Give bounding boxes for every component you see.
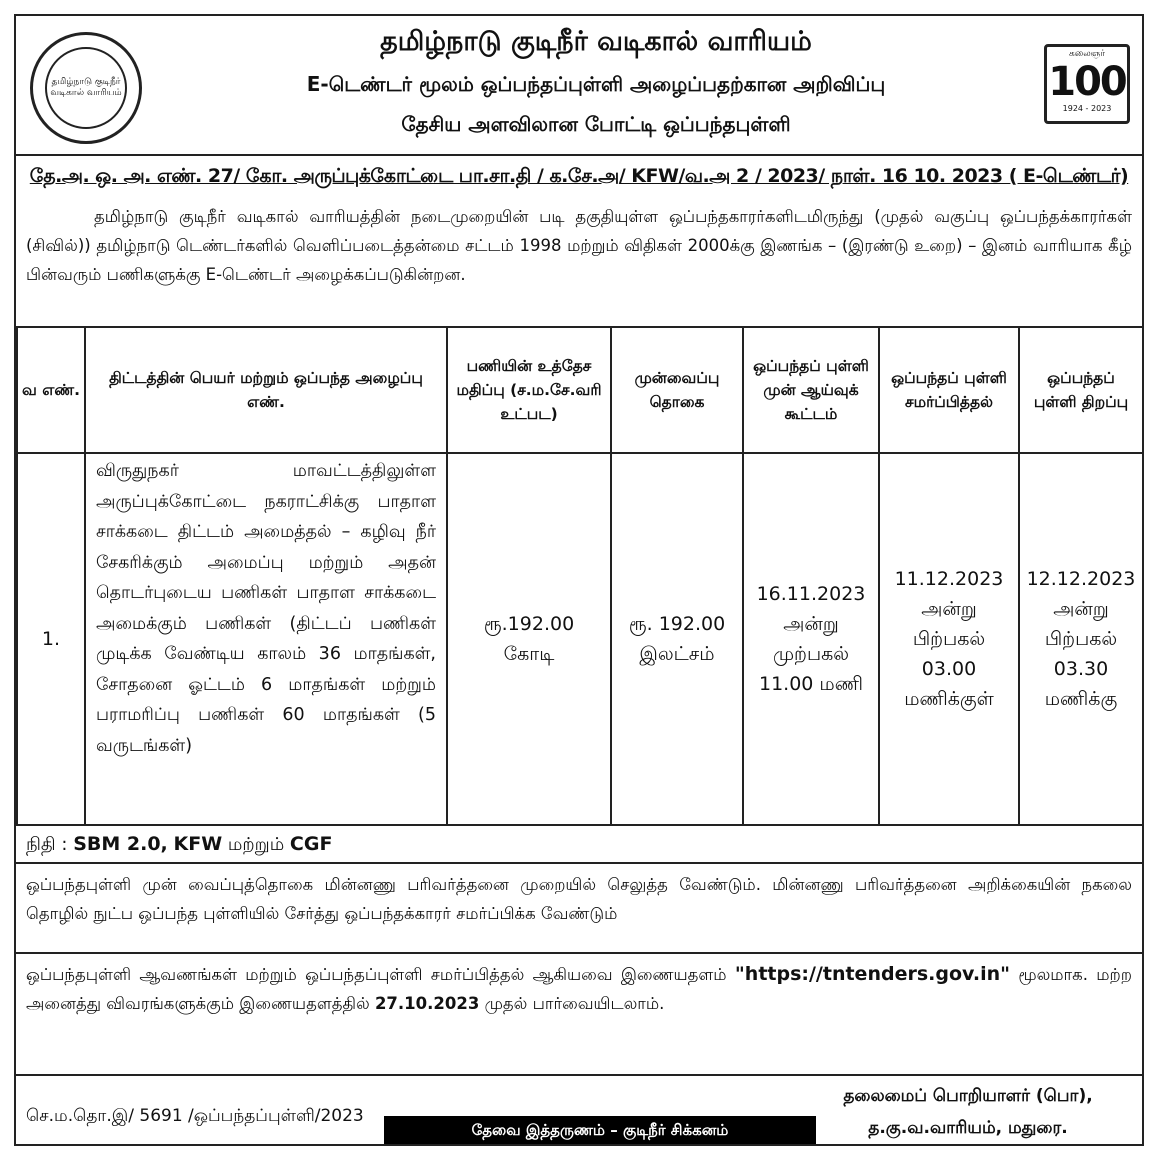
footer-reference: செ.ம.தொ.இ/ 5691 /ஒப்பந்தப்புள்ளி/2023 xyxy=(26,1106,364,1126)
fund-cgf: CGF xyxy=(289,833,333,855)
submit-time: 03.00 xyxy=(921,658,977,680)
para2-part2: மூலமாக. மற்ற அனைத்து விவரங்களுக்கும் இணையதளத்தில் xyxy=(26,965,1133,1013)
divider-2 xyxy=(16,1074,1142,1076)
col-sno: வ எண். xyxy=(17,327,85,453)
signatory-title: தலைமைப் பொறியாளர் (பொ), xyxy=(843,1086,1093,1106)
cell-project-desc: விருதுநகர் மாவட்டத்திலுள்ள அருப்புக்கோட்டை நகராட்சிக்கு பாதாள சாக்கடை திட்டம் அமைத்தல் – கழிவு நீர் சேகரிக்கும் அமைப்பு மற்றும் அதன் தொடர்புடைய பணிகள் பாதாள சாக்கடை அமைக்கும் பணிகள் (திட்டப் பணிகள் முடிக்க வேண்டிய காலம் 36 மாதங்கள், சோதனை ஓட்டம் 6 மாதங்கள் மற்றும் பராமரிப்பு பணிகள் 60 மாதங்கள் (5 வருடங்கள்) xyxy=(85,453,447,825)
value-unit: கோடி xyxy=(503,643,555,665)
seal-inner: தமிழ்நாடு குடிநீர் வடிகால் வாரியம் xyxy=(45,47,127,129)
board-title: தமிழ்நாடு குடிநீர் வடிகால் வாரியம் xyxy=(380,26,812,57)
value-amount: ரூ.192.00 xyxy=(483,613,575,635)
signatory-office: த.கு.வ.வாரியம், மதுரை. xyxy=(868,1118,1068,1138)
tenders-url[interactable]: "https://tntenders.gov.in" xyxy=(734,963,1011,985)
prebid-date: 16.11.2023 xyxy=(756,583,866,605)
para2-part3: முதல் பார்வையிடலாம். xyxy=(484,994,665,1013)
cell-value xyxy=(447,453,611,825)
tender-notice xyxy=(14,14,1144,1146)
col-prebid: ஒப்பந்தப் புள்ளி முன் ஆய்வுக் கூட்டம் xyxy=(743,327,879,453)
submit-on: அன்று xyxy=(921,598,977,620)
notice-subtitle-2: தேசிய அளவிலான போட்டி ஒப்பந்தபுள்ளி xyxy=(401,112,791,136)
divider-1 xyxy=(16,952,1142,954)
open-on: அன்று xyxy=(1053,598,1109,620)
tender-documents-paragraph xyxy=(26,960,1132,1018)
open-time: 03.30 xyxy=(1053,658,1109,680)
kalaignar-100-logo xyxy=(1044,44,1130,124)
signatory xyxy=(808,1080,1128,1144)
intro-paragraph: தமிழ்நாடு குடிநீர் வடிகால் வாரியத்தின் நடைமுறையின் படி தகுதியுள்ள ஒப்பந்தகாரர்களிடமிருந்து (முதல் வகுப்பு ஒப்பந்தக்காரர்கள் (சிவில்)) தமிழ்நாடு டெண்டர்களில் வெளிப்படைத்தன்மை சட்டம் 1998 மற்றும் விதிகள் 2000க்கு இணங்க – (இரண்டு உறை) – இனம் வாரியாக கீழ் பின்வரும் பணிகளுக்கு E-டெண்டர் அழைக்கப்படுகின்றன. xyxy=(26,207,1132,284)
cell-prebid xyxy=(743,453,879,825)
prebid-on: அன்று xyxy=(783,613,839,635)
col-project-name: திட்டத்தின் பெயர் மற்றும் ஒப்பந்த அழைப்பு எண். xyxy=(85,327,447,453)
water-saving-tagline: தேவை இத்தருணம் – குடிநீர் சிக்கனம் xyxy=(384,1116,816,1144)
notice-subtitle: E-டெண்டர் மூலம் ஒப்பந்தப்புள்ளி அழைப்பதற்கான அறிவிப்பு xyxy=(306,72,886,96)
fund-line xyxy=(16,824,1142,864)
col-submission: ஒப்பந்தப் புள்ளி சமர்ப்பித்தல் xyxy=(879,327,1019,453)
cell-submission xyxy=(879,453,1019,825)
cell-emd xyxy=(611,453,743,825)
submit-date: 11.12.2023 xyxy=(894,568,1004,590)
table-header-row xyxy=(17,327,1143,453)
open-session: பிற்பகல் xyxy=(1044,628,1118,650)
fund-label: நிதி : xyxy=(26,834,68,855)
fund-and: மற்றும் xyxy=(227,834,285,855)
para2-date: 27.10.2023 xyxy=(374,994,480,1013)
fund-sbm: SBM 2.0, xyxy=(73,833,168,855)
notice-header xyxy=(16,16,1142,156)
col-emd: முன்வைப்பு தொகை xyxy=(611,327,743,453)
cell-sno: 1. xyxy=(17,453,85,825)
table-row xyxy=(17,453,1143,825)
emd-payment-paragraph: ஒப்பந்தபுள்ளி முன் வைப்புத்தொகை மின்னணு பரிவர்த்தனை முறையில் செலுத்த வேண்டும். மின்னணு பரிவர்த்தனை அறிக்கையின் நகலை தொழில் நுட்ப ஒப்பந்த புள்ளியில் சேர்த்து ஒப்பந்தக்காரர் சமர்ப்பிக்க வேண்டும் xyxy=(26,875,1132,923)
open-date: 12.12.2023 xyxy=(1026,568,1136,590)
para2-part1: ஒப்பந்தபுள்ளி ஆவணங்கள் மற்றும் ஒப்பந்தப்புள்ளி சமர்ப்பித்தல் ஆகியவை இணையதளம் xyxy=(26,965,727,984)
prebid-session: முற்பகல் xyxy=(772,643,850,665)
emd-unit: இலட்சம் xyxy=(639,643,715,665)
twad-board-seal xyxy=(30,32,142,144)
fund-kfw: KFW xyxy=(173,833,223,855)
logo-number: 100 xyxy=(1048,59,1126,105)
submit-session: பிற்பகல் xyxy=(912,628,986,650)
open-suffix: மணிக்கு xyxy=(1044,688,1118,710)
col-estimated-value: பணியின் உத்தேச மதிப்பு (ச.ம.சே.வரி உட்பட) xyxy=(447,327,611,453)
tender-table xyxy=(16,326,1144,826)
reference-number: தே.அ. ஒ. அ. எண். 27/ கோ. அருப்புக்கோட்டை பா.சா.தி / க.சே.அ/ KFW/வ.அ 2 / 2023/ நாள். 16 10. 2023 ( E-டெண்டர்) xyxy=(29,165,1129,187)
logo-top-text: கலைஞர் xyxy=(1068,49,1106,59)
col-opening: ஒப்பந்தப் புள்ளி திறப்பு xyxy=(1019,327,1143,453)
prebid-time: 11.00 மணி xyxy=(759,673,863,695)
emd-amount: ரூ. 192.00 xyxy=(628,613,726,635)
logo-years: 1924 - 2023 xyxy=(1062,104,1112,113)
cell-opening xyxy=(1019,453,1143,825)
submit-suffix: மணிக்குள் xyxy=(904,688,994,710)
